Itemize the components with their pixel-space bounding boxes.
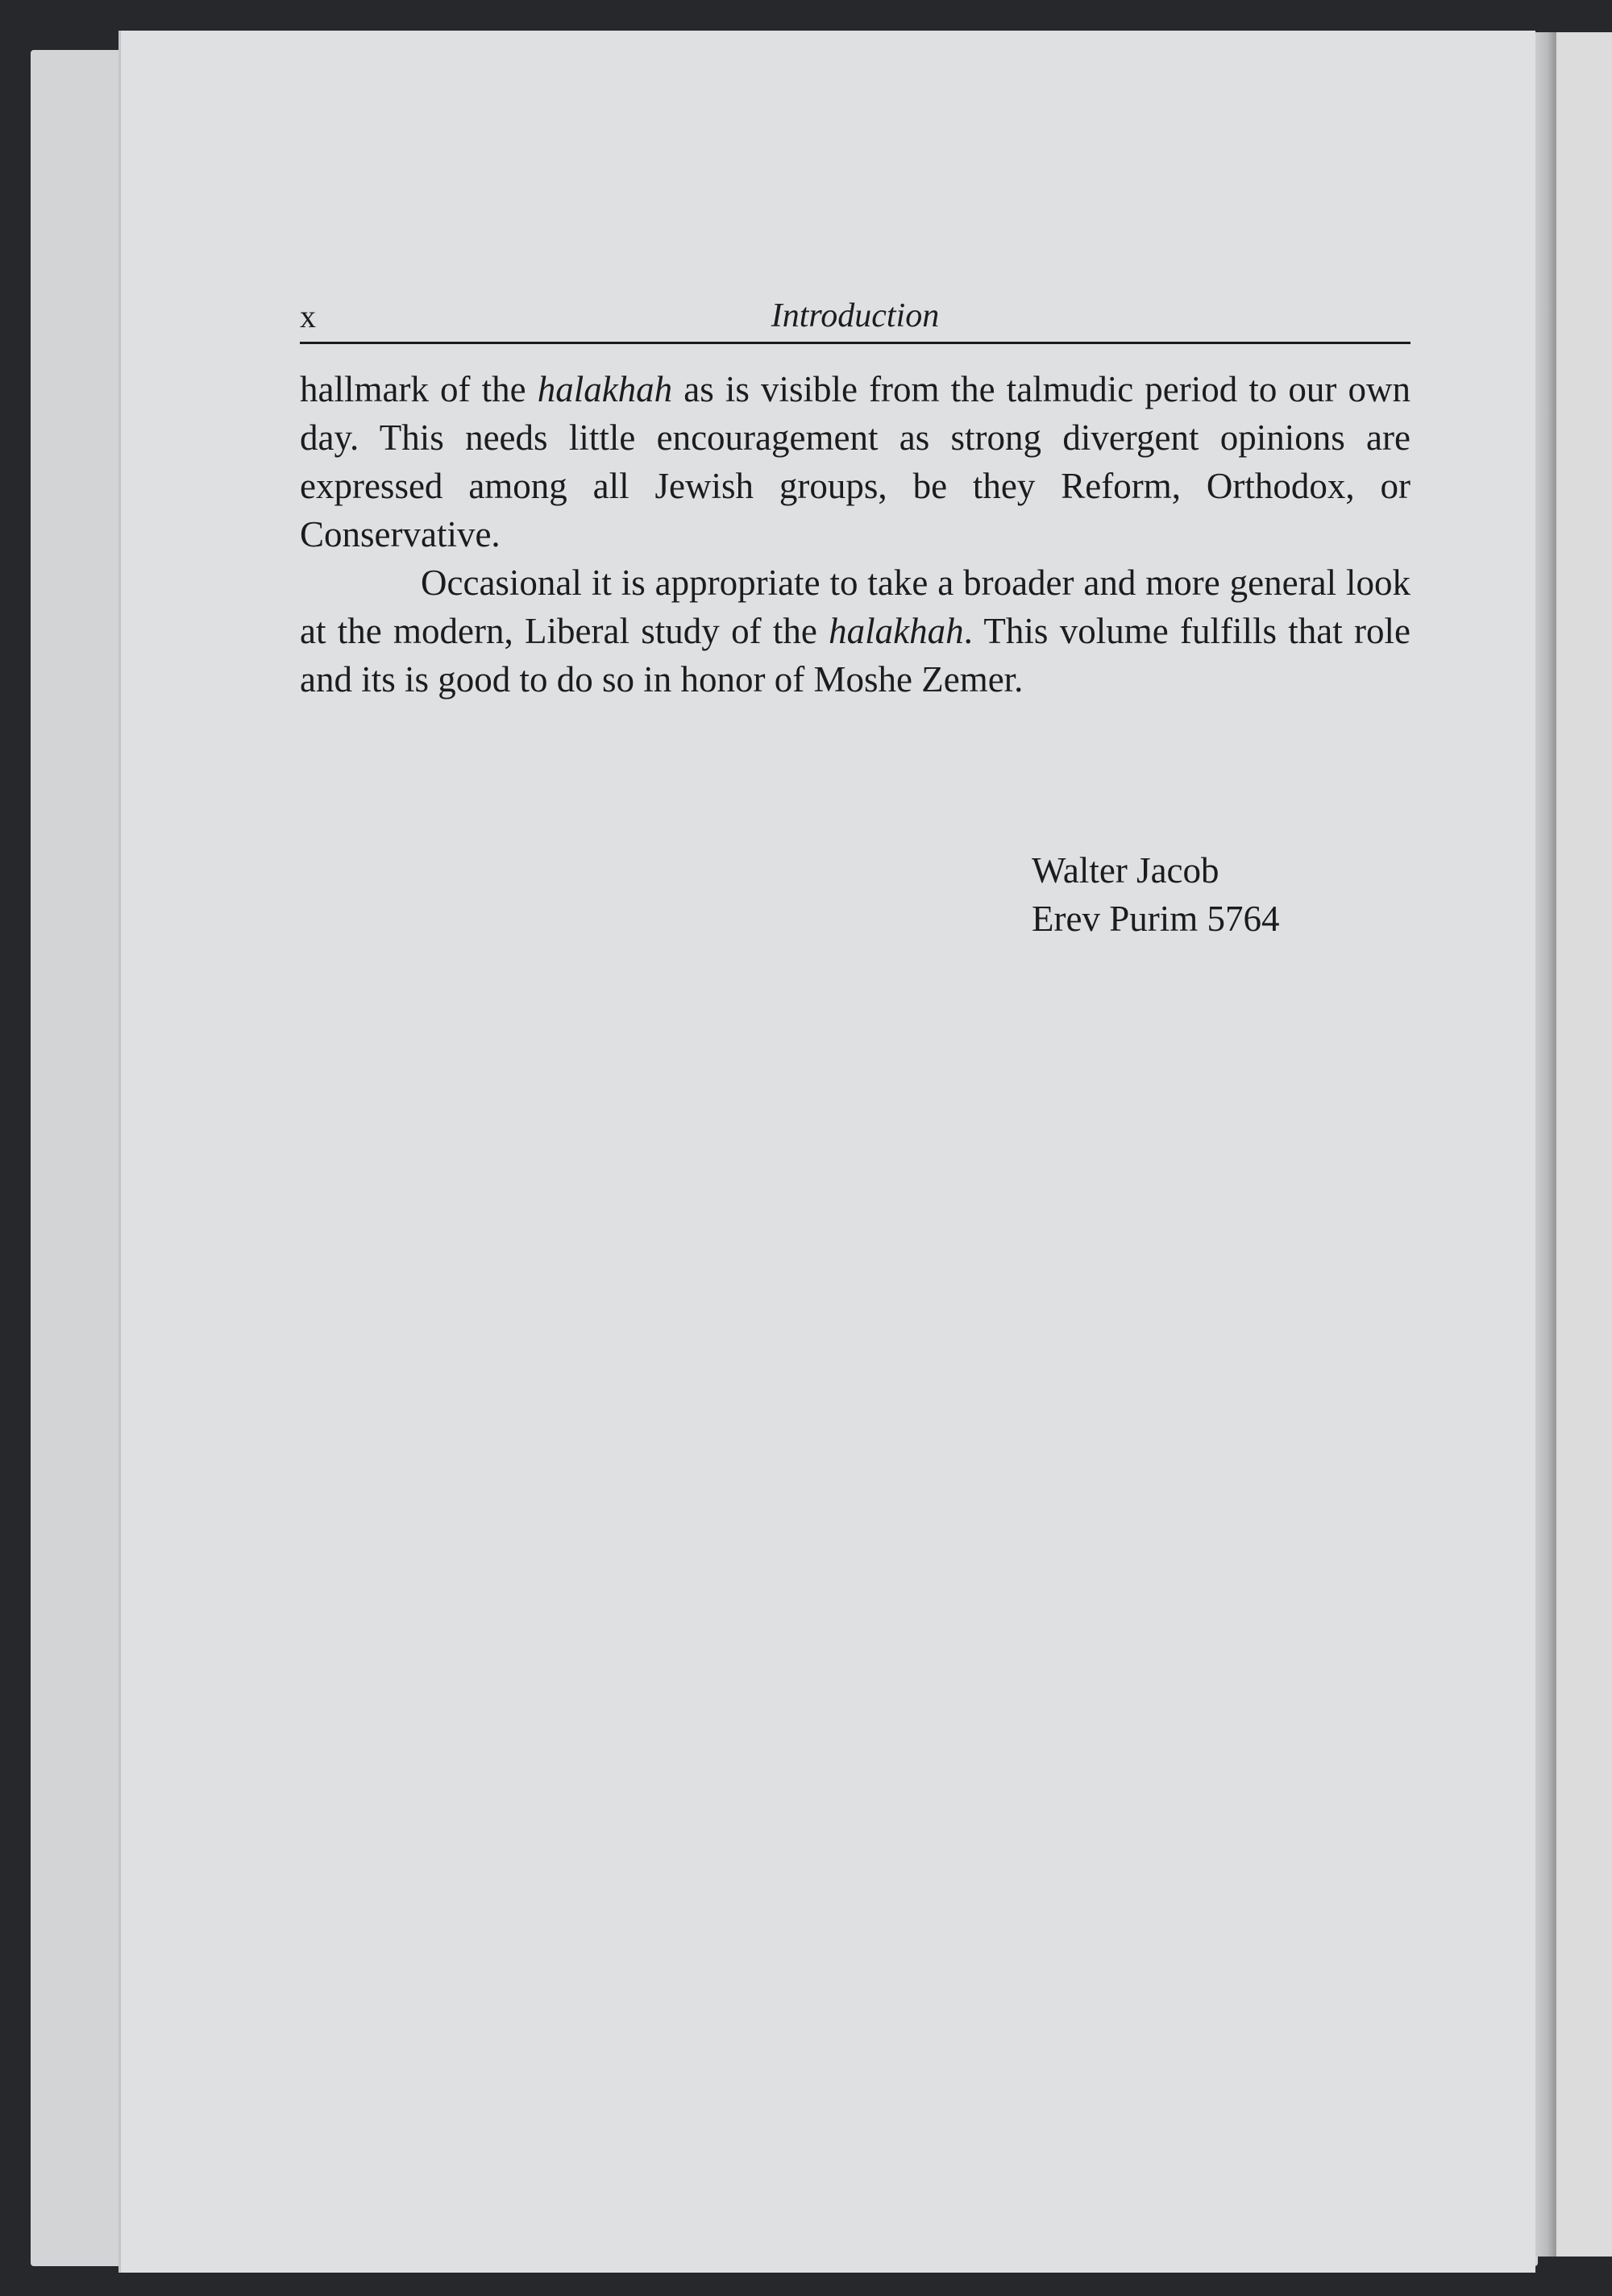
paragraph-2-text-b: . This volume fulfills that role and its is good to do so in honor of Moshe Zemer. xyxy=(300,611,1411,700)
author-name: Walter Jacob xyxy=(1032,850,1219,891)
signature-block xyxy=(1032,846,1279,943)
signature-date: Erev Purim 5764 xyxy=(1032,899,1280,939)
page-number: x xyxy=(300,298,316,334)
paragraph-2-text-a: Occasional it is appropriate to take a broader and more general look at the modern, Liberal study of the xyxy=(300,563,1410,651)
facing-page-edge xyxy=(1554,32,1612,2257)
page-content xyxy=(300,293,1411,939)
running-head xyxy=(300,293,1410,344)
paragraph-1 xyxy=(300,365,1410,558)
chapter-title: Introduction xyxy=(771,297,940,334)
body-text xyxy=(300,365,1410,704)
paragraph-1-text-a: hallmark of the xyxy=(300,369,538,409)
paragraph-2-italic-term: halakhah xyxy=(829,611,964,651)
paragraph-2 xyxy=(300,558,1410,704)
paragraph-1-text-b: as is visible from the talmudic period to our own day. This needs little encouragement as strong divergent opinions are expressed among all Jewish groups, be they Reform, Orthodox, or Conservative. xyxy=(300,369,1411,554)
paragraph-1-italic-term: halakhah xyxy=(537,369,673,409)
book-page xyxy=(121,31,1535,2273)
